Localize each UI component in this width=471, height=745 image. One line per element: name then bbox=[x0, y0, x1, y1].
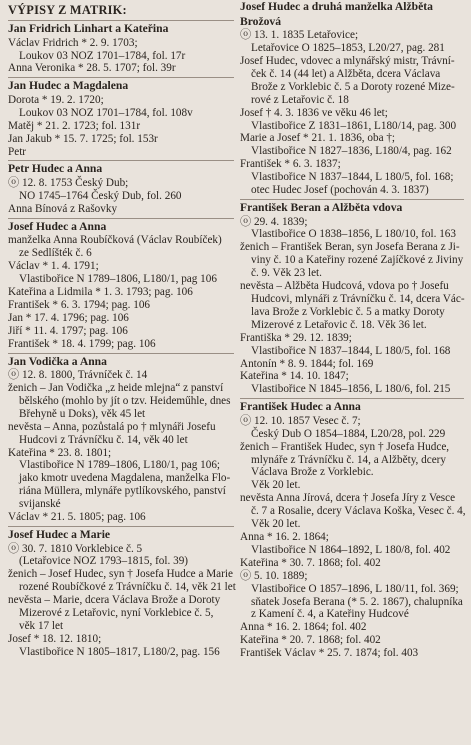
record-line: č. 9. Věk 23 let. bbox=[251, 267, 322, 280]
record-line: ⓞ 29. 4. 1839; bbox=[240, 215, 308, 228]
record-line: Josef † 4. 3. 1836 ve věku 46 let; bbox=[240, 106, 388, 119]
record-line: Břehyně u Doks), věk 45 let bbox=[19, 407, 146, 420]
record-line: Jan Jakub * 15. 7. 1725; fol. 153r bbox=[8, 132, 158, 145]
record-line: otec Hudec Josef (pochován 4. 3. 1837) bbox=[251, 184, 429, 197]
record-line: Kateřina a Lidmila * 1. 3. 1793; pag. 106 bbox=[8, 285, 193, 298]
record-line: Hudcovi z Trávníčku č. 14, věk 40 let bbox=[19, 433, 188, 446]
section-heading: Jan Vodička a Anna bbox=[8, 354, 107, 368]
record-line: Vlastibořice N 1837–1844, L 180/5, fol. 168; bbox=[251, 171, 454, 184]
record-line: Jan * 17. 4. 1796; pag. 106 bbox=[8, 311, 129, 324]
record-line: Matěj * 21. 2. 1723; fol. 131r bbox=[8, 119, 141, 132]
record-line: Anna * 16. 2. 1864; bbox=[240, 531, 329, 543]
record-line: Věk 20 let. bbox=[251, 518, 301, 531]
record-line: svijanské bbox=[19, 498, 61, 511]
record-line: č. 7 a Rosalie, dcery Václava Koška, Vesec č. 4, bbox=[251, 505, 466, 518]
record-line: (Letařovice NOZ 1793–1815, fol. 39) bbox=[19, 555, 189, 568]
record-line: Vlastibořice N 1805–1817, L180/2, pag. 156 bbox=[19, 645, 220, 658]
record-line: bělského (mohlo by jít o tzv. Heideműhle, dnes bbox=[19, 394, 231, 407]
record-line: Václav * 21. 5. 1805; pag. 106 bbox=[8, 511, 146, 524]
record-section bbox=[8, 353, 234, 524]
record-line: Františka * 29. 12. 1839; bbox=[240, 331, 352, 344]
record-line: Brože z Vorklebic č. 5 a Doroty rozené Mize- bbox=[251, 80, 455, 93]
record-line: Kateřina * 23. 8. 1801; bbox=[8, 446, 112, 459]
record-line: Vlastibořice Z 1831–1861, L180/14, pag. 300 bbox=[251, 119, 457, 132]
section-heading: Petr Hudec a Anna bbox=[8, 162, 103, 176]
record-line: riána Müllera, mlynáře pytlíkovského, panství bbox=[19, 485, 226, 498]
record-section bbox=[8, 160, 234, 215]
record-line: ⓞ 12. 8. 1800, Trávníček č. 14 bbox=[8, 369, 148, 382]
section-heading: Josef Hudec a Marie bbox=[8, 527, 111, 541]
record-line: Letařovice O 1825–1853, L20/27, pag. 281 bbox=[251, 42, 445, 55]
record-line: Kateřina * 30. 7. 1868; fol. 402 bbox=[240, 556, 381, 569]
record-line: Josef * 18. 12. 1810; bbox=[8, 632, 102, 645]
record-line: Loukov 03 NOZ 1701–1784, fol. 108v bbox=[19, 106, 193, 119]
record-line: nevěsta Anna Jírová, dcera † Josefa Jíry z Vesce bbox=[240, 492, 456, 505]
record-line: Mizerové z Letařovic č. 18. Věk 36 let. bbox=[251, 318, 427, 331]
page-title: VÝPISY Z MATRIK: bbox=[8, 3, 127, 17]
record-line: Český Dub O 1854–1884, L20/28, pol. 229 bbox=[251, 427, 446, 440]
left-sections bbox=[8, 20, 234, 659]
record-line: Věk 20 let. bbox=[251, 479, 301, 492]
record-line: ženich – František Hudec, syn † Josefa Hudce, bbox=[240, 440, 450, 453]
record-section bbox=[240, 398, 464, 660]
record-line: Vlastibořice N 1789–1806, L180/1, pag 106 bbox=[19, 273, 217, 286]
record-line: jako kmotr uvedena Magdalena, manželka Flo- bbox=[19, 472, 231, 485]
record-line: Mizerové z Letařovic, nyní Vorklebice č. 5, bbox=[19, 607, 214, 620]
record-line: nevěsta – Marie, dcera Václava Brože a Doroty bbox=[8, 594, 221, 607]
record-line: ⓞ 13. 1. 1835 Letařovice; bbox=[240, 29, 359, 42]
record-line: František * 18. 4. 1799; pag. 106 bbox=[8, 337, 156, 350]
record-line: sňatek Josefa Berana (* 5. 2. 1867), chalupníka bbox=[251, 595, 463, 608]
record-line: Vlastibořice O 1838–1856, L 180/10, fol. 163 bbox=[251, 228, 456, 241]
record-line: ze Sedlíšték č. 6 bbox=[19, 247, 92, 260]
record-line: ček č. 14 (44 let) a Alžběta, dcera Václava bbox=[251, 67, 441, 80]
record-line: ⓞ 12. 10. 1857 Vesec č. 7; bbox=[240, 414, 361, 427]
record-line: lava Brože z Vorklebic č. 5 a matky Doroty bbox=[251, 305, 445, 318]
record-line: věk 17 let bbox=[19, 620, 64, 632]
record-section bbox=[240, 0, 464, 197]
record-line: mlynáře z Trávníčku č. 14, a Alžběty, dcery bbox=[251, 453, 446, 466]
section-heading: Jan Fridrich Linhart a Kateřina bbox=[8, 22, 169, 35]
record-line: ženich – Jan Vodička „z heide mlejna“ z panství bbox=[8, 382, 224, 394]
record-line: Václav * 1. 4. 1791; bbox=[8, 260, 99, 273]
record-line: Anna Veronika * 28. 5. 1707; fol. 39r bbox=[8, 62, 176, 75]
record-section bbox=[8, 20, 234, 75]
record-line: ⓞ 12. 8. 1753 Český Dub; bbox=[8, 177, 129, 190]
record-line: Vlastibořice N 1827–1836, L180/4, pag. 162 bbox=[251, 145, 452, 158]
record-section bbox=[8, 218, 234, 351]
left-column bbox=[8, 0, 234, 659]
right-sections bbox=[240, 0, 464, 660]
record-line: nevěsta – Anna, pozůstalá po † mlynáři Josefu bbox=[8, 420, 216, 433]
record-line: Dorota * 19. 2. 1720; bbox=[8, 93, 104, 106]
record-line: Vlastibořice N 1837–1844, L 180/5, fol. 168 bbox=[251, 344, 451, 357]
record-line: František * 6. 3. 1837; bbox=[240, 158, 341, 171]
record-section bbox=[8, 77, 234, 158]
record-line: Hudcovi, mlynáři z Trávníčku č. 14, dcera Vác- bbox=[251, 293, 465, 305]
section-heading: František Hudec a Anna bbox=[240, 400, 361, 414]
record-line: Vlastibořice N 1845–1856, L 180/6, fol. 215 bbox=[251, 383, 451, 396]
record-line: Loukov 03 NOZ 1701–1784, fol. 17r bbox=[19, 49, 186, 62]
section-heading: Josef Hudec a Anna bbox=[8, 219, 107, 233]
record-line: ⓞ 30. 7. 1810 Vorklebice č. 5 bbox=[8, 542, 143, 555]
record-line: Vlastibořice O 1857–1896, L 180/11, fol. 369; bbox=[251, 582, 459, 595]
record-line: Václav Fridrich * 2. 9. 1703; bbox=[8, 36, 138, 49]
record-line: Petr bbox=[8, 145, 27, 158]
record-line: Anna Bínová z Rašovky bbox=[8, 202, 118, 215]
right-column bbox=[240, 0, 464, 660]
record-line: Anna * 16. 2. 1864; fol. 402 bbox=[240, 621, 367, 634]
record-line: viny č. 10 a Kateřiny rozené Zajíčkové z Jiviny bbox=[251, 254, 464, 267]
record-line: rozené Roubíčkové z Trávníčku č. 14, věk 21 let bbox=[19, 581, 236, 594]
record-line: Jiří * 11. 4. 1797; pag. 106 bbox=[8, 324, 128, 337]
record-section bbox=[8, 526, 234, 659]
section-heading: František Beran a Alžběta vdova bbox=[240, 200, 403, 214]
record-line: manželka Anna Roubíčková (Václav Roubíček) bbox=[8, 234, 222, 247]
section-heading: Josef Hudec a druhá manželka Alžběta Brožová bbox=[240, 0, 433, 28]
record-section bbox=[240, 199, 464, 396]
record-line: rové z Letařovic č. 18 bbox=[251, 93, 349, 106]
record-line: Antonín * 8. 9. 1844; fol. 169 bbox=[240, 357, 374, 370]
record-line: ⓞ 5. 10. 1889; bbox=[240, 569, 308, 582]
record-line: Vlastibořice N 1864–1892, L 180/8, fol. 402 bbox=[251, 543, 451, 556]
record-line: ženich – Josef Hudec, syn † Josefa Hudce a Marie bbox=[8, 568, 233, 581]
record-line: NO 1745–1764 Český Dub, fol. 260 bbox=[19, 189, 182, 202]
record-line: nevěsta – Alžběta Hudcová, vdova po † Josefu bbox=[240, 280, 449, 293]
record-line: ženich – František Beran, syn Josefa Berana z Ji- bbox=[240, 241, 460, 254]
record-line: Kateřina * 20. 7. 1868; fol. 402 bbox=[240, 634, 381, 647]
record-line: František Václav * 25. 7. 1874; fol. 403 bbox=[240, 647, 419, 660]
section-heading: Jan Hudec a Magdalena bbox=[8, 79, 129, 93]
record-line: František * 6. 3. 1794; pag. 106 bbox=[8, 298, 151, 311]
record-line: Kateřina * 14. 10. 1847; bbox=[240, 370, 349, 383]
record-line: Josef Hudec, vdovec a mlynářský mistr, Trávní- bbox=[240, 55, 455, 67]
record-line: Václava Brože z Vorklebic. bbox=[251, 466, 374, 479]
record-line: Marie a Josef * 21. 1. 1836, oba †; bbox=[240, 132, 396, 145]
record-line: Vlastibořice N 1789–1806, L180/1, pag 106; bbox=[19, 459, 221, 472]
record-line: z Kamení č. 4, a Kateřiny Hudcové bbox=[251, 608, 409, 621]
